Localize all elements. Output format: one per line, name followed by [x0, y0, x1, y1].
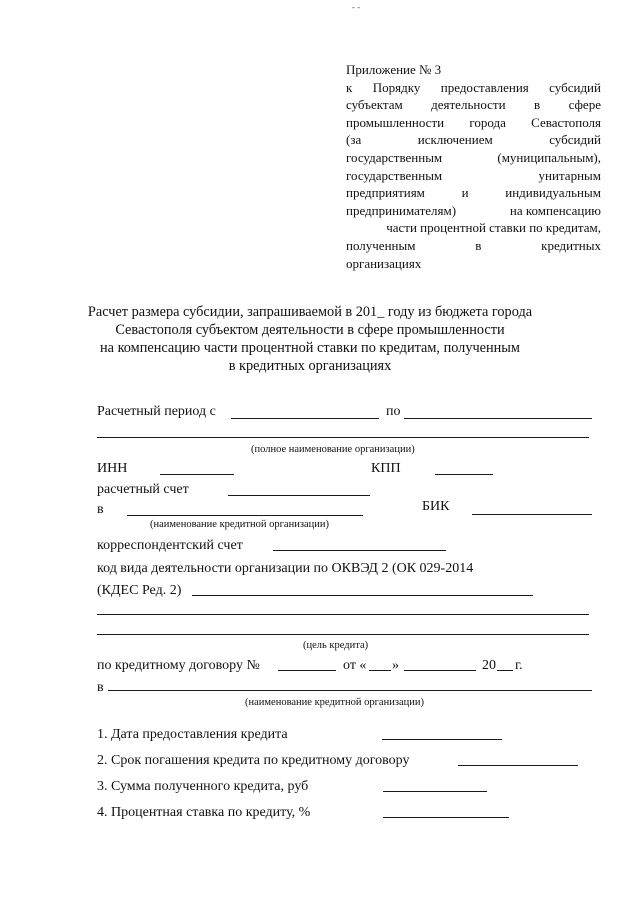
bank-caption: (наименование кредитной организации) — [150, 519, 329, 530]
in-label: в — [97, 502, 104, 517]
contract-number-field[interactable] — [278, 670, 336, 671]
bik-field[interactable] — [472, 514, 592, 515]
contract-day-field[interactable] — [369, 670, 391, 671]
appendix-block — [346, 61, 601, 272]
period-to-label: по — [386, 404, 401, 419]
bank-field-2[interactable] — [108, 690, 592, 691]
period-to-field[interactable] — [404, 418, 592, 419]
corr-account-field[interactable] — [273, 550, 446, 551]
word: субсидий — [549, 132, 601, 148]
purpose-field-1[interactable] — [97, 614, 589, 615]
period-label: Расчетный период с — [97, 404, 216, 419]
word: государственным — [346, 149, 443, 165]
bank-caption-2: (наименование кредитной организации) — [245, 697, 424, 708]
word: к — [346, 79, 353, 95]
appendix-line — [346, 167, 601, 185]
word: предоставления — [440, 79, 529, 95]
item-1: 1. Дата предоставления кредита — [97, 727, 288, 742]
contract-year-field[interactable] — [497, 670, 513, 671]
contract-month-field[interactable] — [404, 670, 476, 671]
item-4-field[interactable] — [383, 817, 509, 818]
item-3-field[interactable] — [383, 791, 487, 792]
appendix-line — [346, 149, 601, 167]
word: субъектам — [346, 97, 403, 113]
item-3: 3. Сумма полученного кредита, руб — [97, 779, 309, 794]
contract-label: по кредитному договору № — [97, 658, 260, 673]
word: кредитных — [541, 237, 601, 253]
word: в — [475, 237, 482, 253]
org-name-field[interactable] — [97, 437, 589, 438]
word: промышленности — [346, 114, 445, 130]
appendix-line — [346, 79, 601, 97]
account-label: расчетный счет — [97, 482, 189, 497]
title-line: Севастополя субъектом деятельности в сфере промышленности — [115, 322, 505, 338]
okved-line1: код вида деятельности организации по ОКВЭД 2 (ОК 029-2014 — [97, 561, 474, 576]
okved-field[interactable] — [192, 595, 533, 596]
appendix-line — [346, 114, 601, 132]
scan-mark: - - — [352, 2, 361, 12]
word: организациях — [346, 255, 422, 271]
org-name-caption: (полное наименование организации) — [251, 444, 415, 455]
word: города — [469, 114, 506, 130]
purpose-caption: (цель кредита) — [303, 640, 369, 651]
appendix-line — [346, 219, 601, 237]
word: Севастополя — [531, 114, 601, 130]
appendix-line — [346, 96, 601, 114]
in-label-2: в — [97, 680, 104, 695]
purpose-field-2[interactable] — [97, 634, 589, 635]
document-title — [80, 303, 540, 375]
appendix-line — [346, 184, 601, 202]
kpp-label: КПП — [371, 461, 401, 476]
account-field[interactable] — [228, 495, 370, 496]
corr-account-label: корреспондентский счет — [97, 538, 243, 553]
bank-field[interactable] — [127, 515, 363, 516]
title-line: в кредитных организациях — [228, 358, 392, 374]
inn-label: ИНН — [97, 461, 128, 476]
word: на компенсацию — [509, 202, 601, 218]
item-4: 4. Процентная ставка по кредиту, % — [97, 805, 311, 820]
contract-from-label: от « — [343, 658, 367, 673]
word: и — [461, 185, 469, 201]
appendix-line — [346, 131, 601, 149]
word: в — [534, 97, 541, 113]
title-line: на компенсацию части процентной ставки по кредитам, полученным — [100, 340, 520, 356]
word: унитарным — [538, 167, 601, 183]
word: части процентной ставки по кредитам, — [386, 220, 601, 236]
contract-year-prefix: 20 — [482, 658, 496, 673]
contract-quote-close: » — [392, 658, 399, 673]
word: государственным — [346, 167, 443, 183]
word: исключением — [417, 132, 493, 148]
kpp-field[interactable] — [435, 474, 493, 475]
word: предпринимателям) — [346, 202, 457, 218]
appendix-line — [346, 255, 601, 273]
item-1-field[interactable] — [382, 739, 502, 740]
item-2-field[interactable] — [458, 765, 578, 766]
item-2: 2. Срок погашения кредита по кредитному договору — [97, 753, 410, 768]
inn-field[interactable] — [160, 474, 234, 475]
period-from-field[interactable] — [231, 418, 379, 419]
okved-line2: (КДЕС Ред. 2) — [97, 583, 182, 598]
word: (за — [346, 132, 362, 148]
contract-year-suffix: г. — [515, 658, 523, 673]
appendix-line — [346, 202, 601, 220]
bik-label: БИК — [422, 499, 450, 514]
appendix-line — [346, 237, 601, 255]
word: субсидий — [549, 79, 601, 95]
appendix-heading: Приложение № 3 — [346, 62, 442, 77]
word: индивидуальным — [505, 185, 601, 201]
word: сфере — [568, 97, 601, 113]
word: деятельности — [431, 97, 506, 113]
word: полученным — [346, 237, 416, 253]
word: предприятиям — [346, 185, 425, 201]
word: (муниципальным), — [497, 149, 601, 165]
word: Порядку — [372, 79, 421, 95]
title-line: Расчет размера субсидии, запрашиваемой в 201_ году из бюджета города — [87, 304, 533, 320]
